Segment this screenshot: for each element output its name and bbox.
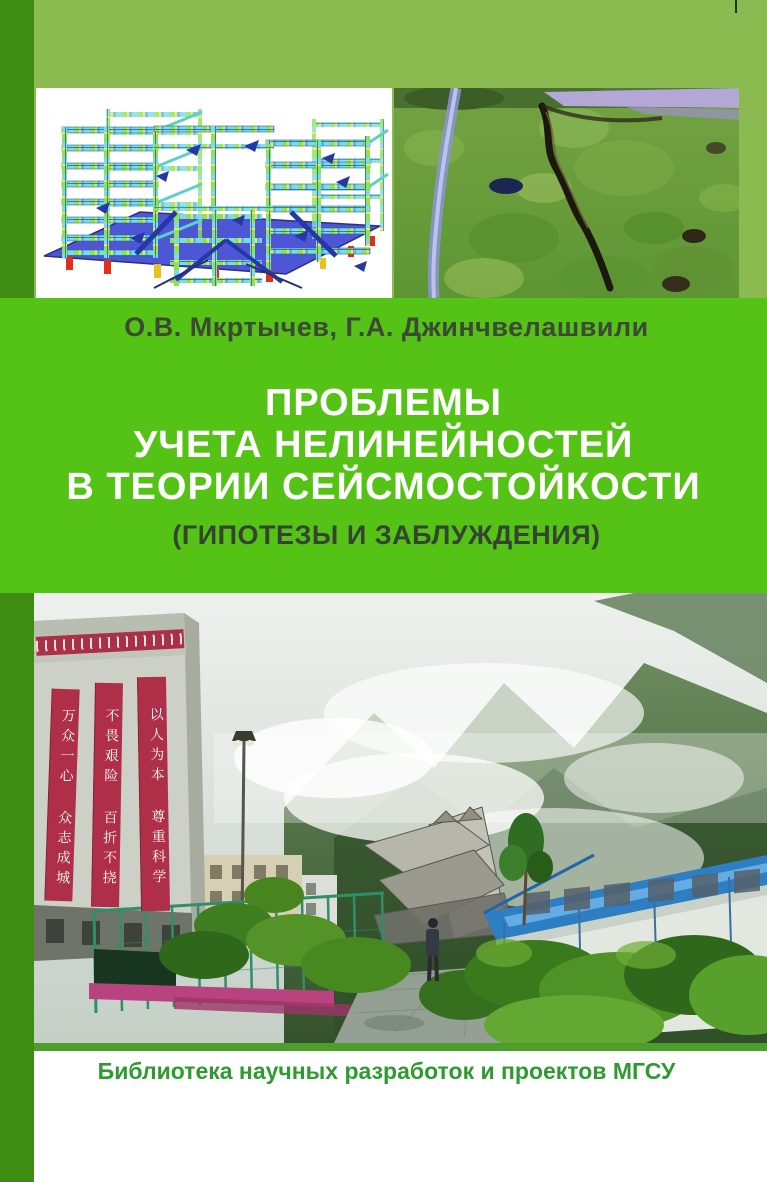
ground-fissure-drawing <box>394 88 739 298</box>
banner-text-middle: 不畏艰险 百折不挠 <box>101 707 121 891</box>
title-line-3: В ТЕОРИИ СЕЙСМОСТОЙКОСТИ <box>66 466 701 508</box>
red-banner-right <box>137 677 170 911</box>
red-banner-middle <box>91 683 123 907</box>
series-title: Библиотека научных разработок и проектов МГСУ <box>97 1058 676 1084</box>
fem-model-drawing <box>36 88 392 298</box>
authors-line: О.В. Мкртычев, Г.А. Джинчвелашвили <box>124 312 649 342</box>
book-subtitle: (ГИПОТЕЗЫ И ЗАБЛУЖДЕНИЯ) <box>172 520 601 550</box>
title-line-1: ПРОБЛЕМЫ <box>265 382 502 424</box>
earthquake-photo <box>34 593 767 1043</box>
title-band <box>0 298 767 593</box>
pond <box>489 178 523 194</box>
banner-text-left: 万众一心 众志成城 <box>54 707 78 891</box>
fem-model-image <box>36 88 392 298</box>
photo-divider-bar <box>34 1043 767 1051</box>
title-line-2: УЧЕТА НЕЛИНЕЙНОСТЕЙ <box>133 424 634 466</box>
book-title <box>0 382 767 508</box>
ground-fissure-photo <box>394 88 739 298</box>
footer-strip <box>34 1051 767 1182</box>
banner-text-right: 以人为本 尊重科学 <box>148 706 168 890</box>
crop-mark <box>735 0 737 13</box>
